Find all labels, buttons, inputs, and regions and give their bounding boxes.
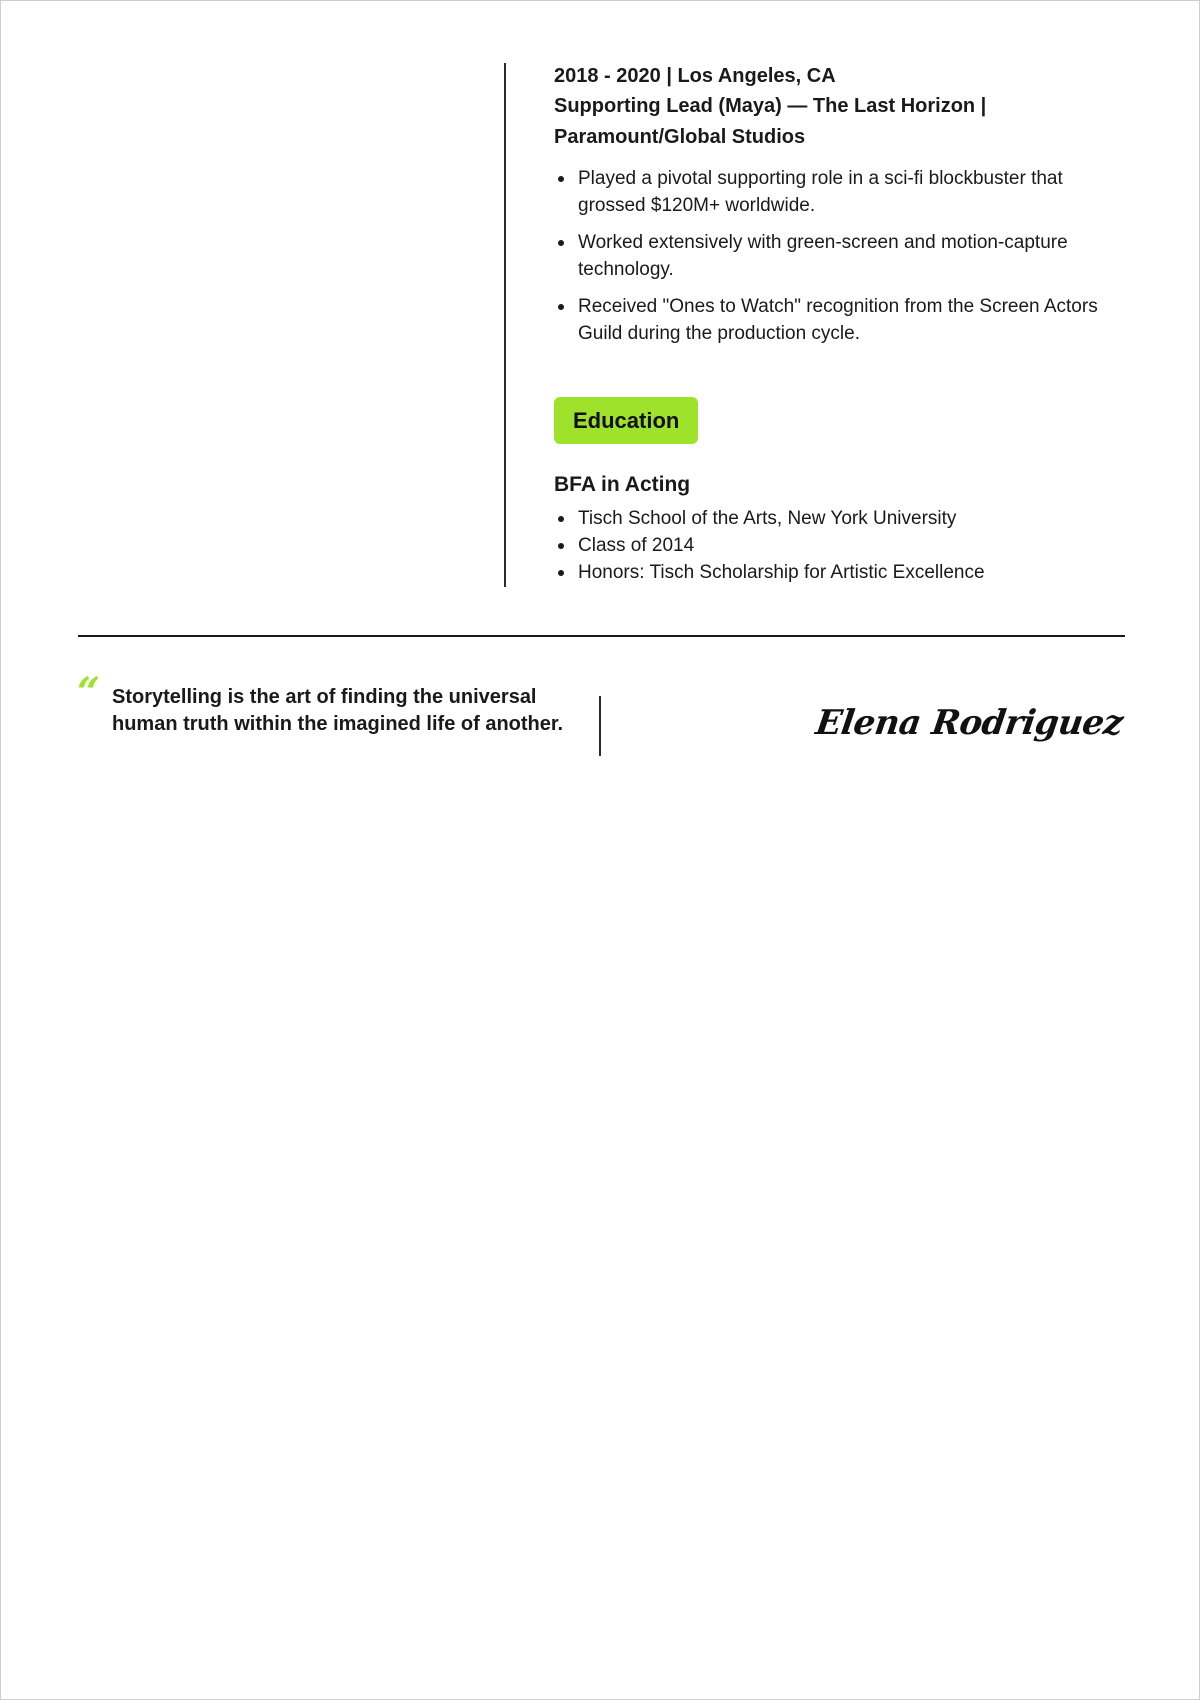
quote-mark-icon: “	[77, 669, 101, 716]
education-item: Tisch School of the Arts, New York University	[578, 505, 1124, 532]
job-bullet-list	[554, 165, 1124, 347]
column-divider	[504, 63, 506, 587]
education-heading: Education	[554, 397, 698, 444]
personal-quote: Storytelling is the art of finding the universal human truth within the imagined life of another.	[112, 686, 564, 735]
education-list	[554, 505, 1124, 586]
education-item: Honors: Tisch Scholarship for Artistic Excellence	[578, 559, 1124, 586]
right-column	[554, 61, 1124, 586]
job-title: Supporting Lead (Maya) — The Last Horizon | Paramount/Global Studios	[554, 95, 987, 148]
footer-divider	[599, 696, 601, 756]
footer-rule	[78, 635, 1125, 637]
education-item: Class of 2014	[578, 532, 1124, 559]
job-bullet: Worked extensively with green-screen and motion-capture technology.	[578, 229, 1124, 283]
degree-title: BFA in Acting	[554, 473, 691, 496]
job-bullet: Played a pivotal supporting role in a sci-fi blockbuster that grossed $120M+ worldwide.	[578, 165, 1124, 219]
job-bullet: Received "Ones to Watch" recognition from the Screen Actors Guild during the production cycle.	[578, 293, 1124, 347]
experience-entry	[554, 61, 1124, 347]
job-dates-location: 2018 - 2020 | Los Angeles, CA	[554, 65, 836, 87]
signature: Elena Rodriguez	[813, 703, 1126, 743]
education-section	[554, 357, 1124, 586]
